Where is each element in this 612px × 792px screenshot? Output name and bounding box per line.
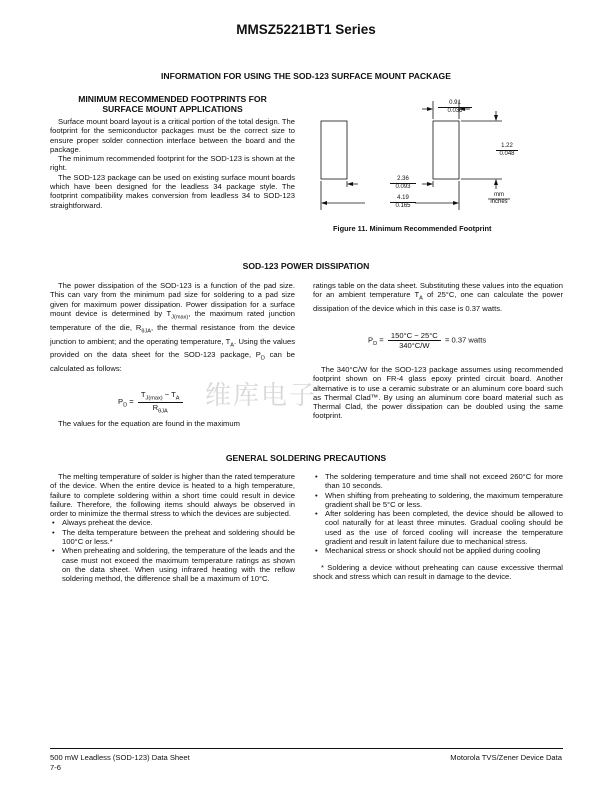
footer-rule [50,748,563,749]
dim-inner-mm: 2.36 [390,176,416,184]
eq2-lhs: P [368,335,374,345]
dim-top-mm: 0.91 [438,100,472,108]
list-item: • After soldering has been completed, the device should be allowed to cool naturally for at least three minutes. Gradual cooling should be used as the use of forced cooling will increase the temperature gradient and result in latent failure due to mechanical stress. [313,509,563,546]
paragraph: The 340°C/W for the SOD-123 package assumes using recommended footprint shown on FR-4 glass epoxy printed circuit board. Another alternative is to use a ceramic substrate or an aluminum core board such as Thermal Clad™. By using an aluminum core board material such as Thermal Clad, the power dissipation can be doubled using the same footprint. [313,365,563,421]
soldering-left-text [50,472,295,584]
list-item: • Mechanical stress or shock should not be applied during cooling [313,546,563,555]
dim-top-label [438,100,472,115]
footprint-text [50,117,295,210]
subsection-heading-line1: MINIMUM RECOMMENDED FOOTPRINTS FOR [78,94,267,104]
eq2-fraction [388,331,441,350]
power-right-text-2 [313,365,563,421]
eq-lhs: P [118,397,124,407]
sub-run: J(max) [171,314,189,321]
list-item: • When shifting from preheating to soldering, the maximum temperature gradient shall be 5°C or less. [313,491,563,510]
paragraph: The melting temperature of solder is higher than the rated temperature of the device. When the entire device is heated to a high temperature, failure to complete soldering within a short time could result in device failure. Therefore, the following items should always be observed in order to minimize the thermal stress to which the devices are subjected. [50,472,295,519]
dim-inner-label [390,176,416,191]
eq2-numerator: 150°C − 25°C [388,331,441,341]
eq-fraction [138,390,183,414]
paragraph: Surface mount board layout is a critical portion of the total design. The footprint for the semiconductor packages must be the correct size to ensure proper solder connection interface between the board and the package. [50,117,295,154]
text-run: , the maximum rated junction temperature of the die, R [50,308,295,332]
soldering-right-text [313,472,563,581]
eq-num-b: − T [162,390,176,399]
sub-run: θJA [141,328,152,335]
list-item: • Always preheat the device. [50,518,295,527]
sub-run: A [419,295,423,302]
figure-caption: Figure 11. Minimum Recommended Footprint [333,224,492,233]
text-run: can be calculated as follows: [50,350,295,374]
text-run: ratings table on the data sheet. Substituting these values into the equation for an ambient temperature T [313,281,563,300]
dim-outer-in: 0.165 [395,203,411,209]
footnote: * Soldering a device without preheating can cause excessive thermal shock and stress which can result in damage to the device. [313,562,563,581]
equation-pd-formula [118,390,183,414]
unit-label [488,192,510,206]
power-left-text [50,281,295,373]
unit-top: mm [494,192,504,198]
list-item: • When preheating and soldering, the temperature of the leads and the case must not exceed the maximum temperature ratings as shown on the data sheet. When using infrared heating with the reflow soldering method, the difference shall be a maximum of 10°C. [50,546,295,583]
dim-top-in: 0.036 [447,108,463,114]
dim-outer-label [390,195,416,210]
page-title: MMSZ5221BT1 Series [236,22,376,37]
list-item: • The soldering temperature and time shall not exceed 260°C for more than 10 seconds. [313,472,563,491]
footer-page-number: 7-6 [50,762,61,772]
paragraph [50,281,295,373]
footer-right: Motorola TVS/Zener Device Data [450,753,562,762]
eq2-equals: = [377,335,386,345]
section-heading-soldering: GENERAL SOLDERING PRECAUTIONS [225,453,387,463]
footprint-figure [310,95,565,220]
watermark-text: 维库电子 [205,381,318,411]
unit-bottom: inches [490,199,508,205]
sub-run: A [230,342,235,349]
subsection-heading-footprints [50,94,295,114]
power-right-text [313,281,563,313]
dim-right-label [496,143,518,158]
text-run: The power dissipation of the SOD-123 is a function of the pad size. This can vary from the minimum pad size for soldering to a pad size given for maximum power dissipation. Power dissipation for a surface mount device is determined by T [50,281,295,318]
power-left-end [50,419,295,428]
eq-num-a: T [140,390,146,399]
text-run: . Using the values provided on the data sheet for the SOD-123 package, P [50,336,295,360]
eq2-denominator: 340°C/W [399,341,430,350]
eq-denominator [138,403,183,415]
paragraph: The minimum recommended footprint for the SOD-123 is shown at the right. [50,154,295,173]
eq-den: R [152,402,159,412]
dim-right-mm: 1.22 [496,143,518,151]
paragraph: The values for the equation are found in the maximum [58,419,240,428]
paragraph [313,281,563,313]
subsection-heading-line2: SURFACE MOUNT APPLICATIONS [102,104,243,114]
sub-run: D [260,355,265,362]
dim-outer-mm: 4.19 [390,195,416,203]
eq-den-sub: θJA [158,408,168,415]
left-pad [321,121,347,179]
eq-numerator [138,390,183,403]
text-run: , the thermal resistance from the device junction to ambient; and the operating temperature, T [50,322,296,346]
eq-equals: = [127,397,136,407]
footer-doc-title: 500 mW Leadless (SOD-123) Data Sheet [50,753,190,762]
eq2-lhs-sub: D [373,341,378,348]
dim-right-in: 0.048 [499,151,515,157]
eq-num-a-sub: J(max) [145,395,163,402]
footer-left [50,753,190,772]
eq-num-b-sub: A [175,395,180,402]
section-heading-power: SOD-123 POWER DISSIPATION [242,261,370,271]
paragraph: The SOD-123 package can be used on existing surface mount boards which have been designed for the leadless 34 package style. The footprint compatibility makes conversion from leadless 34 to SOD-123 straightforward. [50,172,295,210]
section-heading-footprint: INFORMATION FOR USING THE SOD-123 SURFACE MOUNT PACKAGE [161,71,451,81]
bullet-list-left [50,518,295,583]
bullet-list-right [313,472,563,556]
eq2-result: = 0.37 watts [442,335,487,345]
right-pad [433,121,459,179]
equation-pd-value [368,331,486,350]
list-item: • The delta temperature between the preheat and soldering should be 100°C or less.* [50,528,295,547]
eq-lhs-sub: D [123,402,128,409]
text-run: of 25°C, one can calculate the power dissipation of the device which in this case is 0.37 watts. [313,290,563,314]
dim-inner-in: 0.093 [395,184,411,190]
